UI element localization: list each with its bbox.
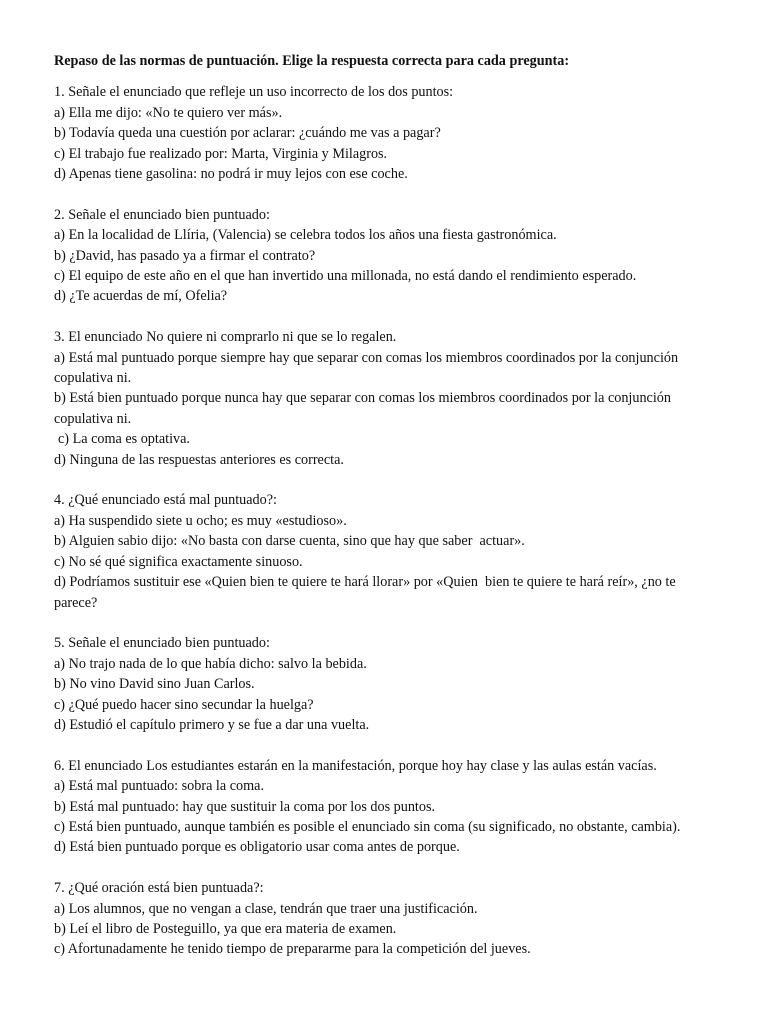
answer-option: c) La coma es optativa.: [58, 431, 190, 448]
answer-option: b) No vino David sino Juan Carlos.: [54, 676, 255, 693]
answer-option: c) No sé qué significa exactamente sinuoso.: [54, 553, 303, 570]
answer-option: d) Apenas tiene gasolina: no podrá ir muy lejos con ese coche.: [54, 166, 408, 183]
question-prompt: 1. Señale el enunciado que refleje un uso incorrecto de los dos puntos:: [54, 84, 454, 101]
answer-option: d) Estudió el capítulo primero y se fue a dar una vuelta.: [54, 716, 370, 733]
answer-option-continuation: parece?: [54, 594, 98, 611]
question-2: [54, 205, 724, 307]
question-1: [54, 82, 724, 184]
answer-option-continuation: copulativa ni.: [54, 410, 132, 427]
answer-option: d) Está bien puntuado porque es obligatorio usar coma antes de porque.: [54, 839, 460, 856]
answer-option: c) Afortunadamente he tenido tiempo de prepararme para la competición del jueves.: [54, 941, 531, 958]
answer-option: c) Está bien puntuado, aunque también es posible el enunciado sin coma (su significado, no obstante, cambia).: [54, 818, 681, 835]
document-title: Repaso de las normas de puntuación. Elige la respuesta correcta para cada pregunta:: [54, 53, 570, 69]
answer-option: b) Está bien puntuado porque nunca hay que separar con comas los miembros coordinados por la conjunción: [54, 390, 671, 407]
answer-option: b) Alguien sabio dijo: «No basta con darse cuenta, sino que hay que saber actuar».: [54, 533, 525, 550]
answer-option: a) No trajo nada de lo que había dicho: salvo la bebida.: [54, 655, 367, 672]
answer-option: a) En la localidad de Llíria, (Valencia) se celebra todos los años una fiesta gastronómica.: [54, 227, 557, 244]
question-5: [54, 633, 724, 735]
question-7: [54, 878, 724, 960]
question-prompt: 7. ¿Qué oración está bien puntuada?:: [54, 880, 264, 897]
answer-option: b) Leí el libro de Posteguillo, ya que era materia de examen.: [54, 920, 397, 937]
answer-option: c) El trabajo fue realizado por: Marta, Virginia y Milagros.: [54, 145, 388, 162]
answer-option: d) ¿Te acuerdas de mí, Ofelia?: [54, 288, 228, 305]
answer-option: d) Podríamos sustituir ese «Quien bien te quiere te hará llorar» por «Quien bien te quiere te hará reír», ¿no te: [54, 574, 676, 591]
question-prompt: 6. El enunciado Los estudiantes estarán en la manifestación, porque hoy hay clase y las aulas están vacías.: [54, 757, 657, 774]
question-prompt: 5. Señale el enunciado bien puntuado:: [54, 635, 270, 652]
answer-option: a) Ha suspendido siete u ocho; es muy «estudioso».: [54, 512, 347, 529]
question-prompt: 3. El enunciado No quiere ni comprarlo ni que se lo regalen.: [54, 329, 397, 346]
answer-option: a) Ella me dijo: «No te quiero ver más».: [54, 104, 283, 121]
answer-option: a) Está mal puntuado porque siempre hay que separar con comas los miembros coordinados por la conjunción: [54, 349, 679, 366]
answer-option: a) Los alumnos, que no vengan a clase, tendrán que traer una justificación.: [54, 900, 478, 917]
answer-option: b) Está mal puntuado: hay que sustituir la coma por los dos puntos.: [54, 798, 436, 815]
answer-option: c) ¿Qué puedo hacer sino secundar la huelga?: [54, 696, 314, 713]
answer-option: c) El equipo de este año en el que han invertido una millonada, no está dando el rendimiento esperado.: [54, 268, 637, 285]
answer-option: b) Todavía queda una cuestión por aclarar: ¿cuándo me vas a pagar?: [54, 125, 441, 142]
question-4: [54, 490, 724, 612]
question-3: [54, 327, 724, 470]
answer-option: d) Ninguna de las respuestas anteriores es correcta.: [54, 451, 344, 468]
document-body: [54, 51, 724, 980]
question-prompt: 4. ¿Qué enunciado está mal puntuado?:: [54, 492, 277, 509]
answer-option: a) Está mal puntuado: sobra la coma.: [54, 778, 264, 795]
answer-option-continuation: copulativa ni.: [54, 370, 132, 387]
question-prompt: 2. Señale el enunciado bien puntuado:: [54, 206, 270, 223]
answer-option: b) ¿David, has pasado ya a firmar el contrato?: [54, 247, 316, 264]
question-6: [54, 756, 724, 858]
